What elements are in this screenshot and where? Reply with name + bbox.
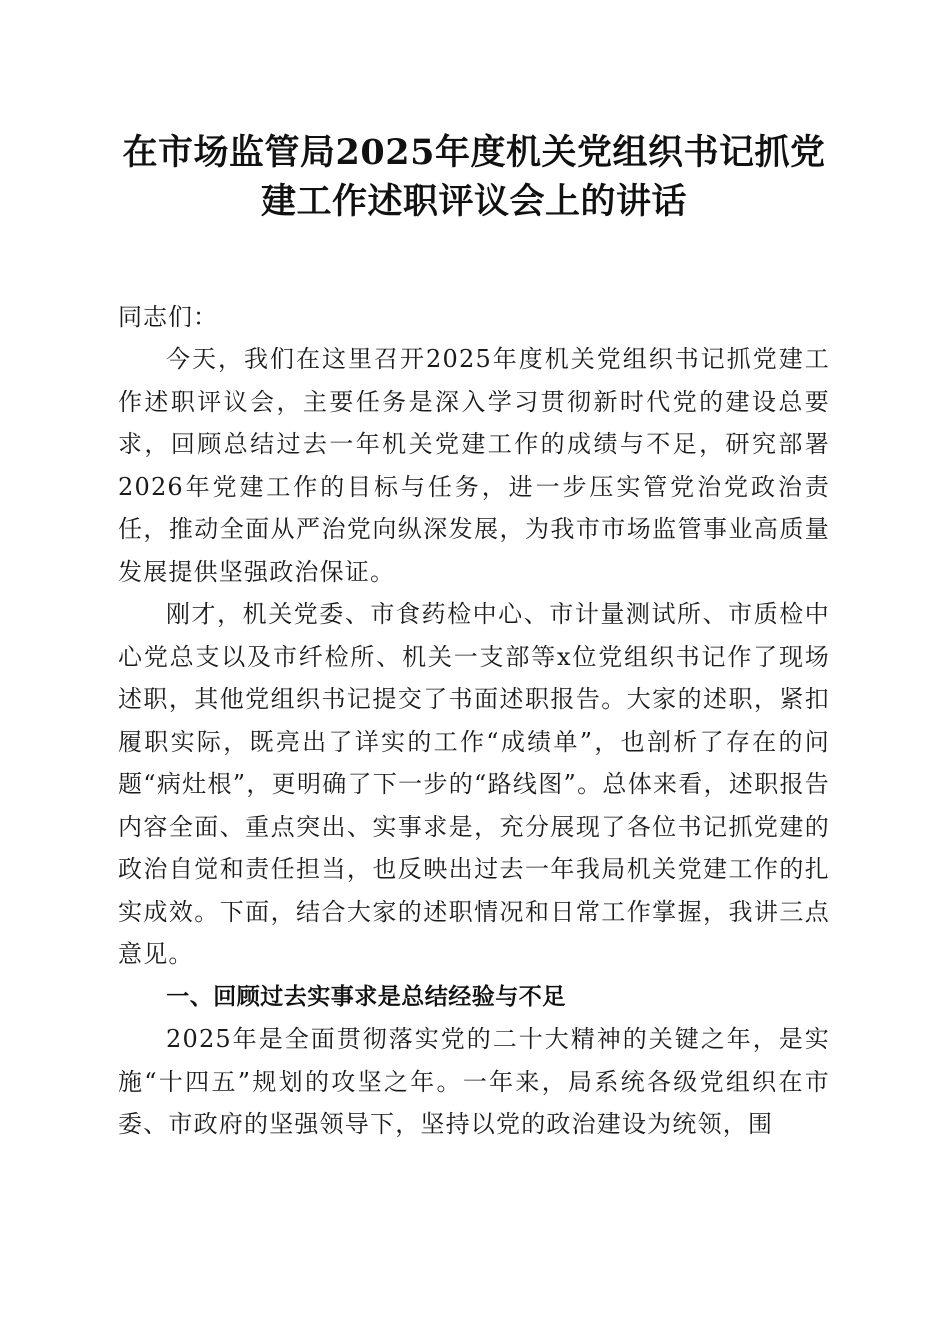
paragraph-opening: 今天，我们在这里召开2025年度机关党组织书记抓党建工作述职评议会，主要任务是深入学习贯彻新时代党的建设总要求，回顾总结过去一年机关党建工作的成绩与不足，研究部署2026年党建工作的目标与任务，进一步压实管党治党政治责任，推动全面从严治党向纵深发展，为我市市场监管事业高质量发展提供坚强政治保证。 bbox=[118, 345, 830, 586]
title-line-2: 建工作述职评议会上的讲话 bbox=[260, 181, 687, 222]
paragraph-section-1: 2025年是全面贯彻落实党的二十大精神的关键之年，是实施“十四五”规划的攻坚之年。一年来，局系统各级党组织在市委、市政府的坚强领导下，坚持以党的政治建设为统领，围 bbox=[118, 1025, 830, 1138]
section-heading-1: 一、回顾过去实事求是总结经验与不足 bbox=[166, 983, 566, 1010]
paragraph-review: 刚才，机关党委、市食药检中心、市计量测试所、市质检中心党总支以及市纤检所、机关一支部等x位党组织书记作了现场述职，其他党组织书记提交了书面述职报告。大家的述职，紧扣履职实际，既亮出了详实的工作“成绩单”，也剖析了存在的问题“病灶根”，更明确了下一步的“路线图”。总体来看，述职报告内容全面、重点突出、实事求是，充分展现了各位书记抓党建的政治自觉和责任担当，也反映出过去一年我局机关党建工作的扎实成效。下面，结合大家的述职情况和日常工作掌握，我讲三点意见。 bbox=[118, 600, 830, 968]
document-title bbox=[118, 128, 830, 226]
title-line-1: 在市场监管局2025年度机关党组织书记抓党 bbox=[122, 132, 826, 173]
salutation: 同志们： bbox=[118, 303, 218, 331]
